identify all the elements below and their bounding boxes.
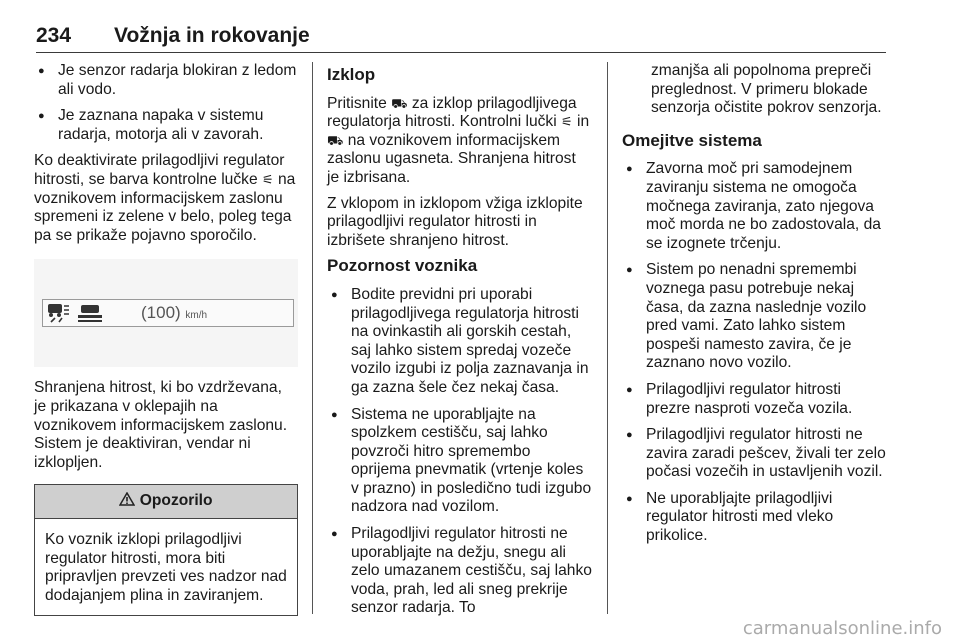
cruise-control-icon: ⚟ <box>561 114 573 130</box>
deactivation-paragraph <box>34 152 298 245</box>
warning-title: Opozorilo <box>139 492 213 510</box>
list-item: ● Sistema ne uporabljajte na spolzkem cestišču, saj lahko povzroči hitro spremembo oprijema pnevmatik (vrtenje koles v prazno) in posledično tudi izgubo nadzora nad vozilom. <box>327 406 592 518</box>
speed-unit: km/h <box>185 310 208 322</box>
stored-speed-paragraph: Shranjena hitrost, ki bo vzdrževana, je prikazana v oklepajih na voznikovem informacijskem zaslonu. Sistem je deaktiviran, vendar ni izklopljen. <box>34 379 288 471</box>
column-left <box>34 62 298 616</box>
section-heading-izklop: Izklop <box>327 65 376 84</box>
list-item: ● Prilagodljivi regulator hitrosti prezre nasproti vozeča vozila. <box>622 381 888 418</box>
ignition-paragraph: Z vklopom in izklopom vžiga izklopite prilagodljivi regulator hitrosti in izbrišete shranjeno hitrost. <box>327 194 583 249</box>
deactivation-conditions-list <box>34 62 298 144</box>
cruise-off-icon: ⛟ <box>327 132 344 148</box>
warning-header <box>35 485 297 519</box>
adaptive-cruise-icon <box>47 302 73 328</box>
continuation-paragraph: zmanjša ali popolnoma prepreči preglednost. V primeru blokade senzorja očistite pokrov senzorja. <box>651 62 882 117</box>
vehicle-ahead-icon <box>77 300 103 328</box>
paragraph-text: in <box>577 113 590 131</box>
paragraph-text: Ko deaktivirate prilagodljivi regulator hitrosti, se barva kontrolne lučke <box>34 152 285 188</box>
section-heading-omejitve: Omejitve sistema <box>622 130 762 150</box>
system-limits-list <box>622 160 888 545</box>
display-illustration <box>34 259 298 367</box>
paragraph-text: Pritisnite <box>327 94 387 112</box>
driver-info-display <box>42 299 294 327</box>
chapter-title: Vožnja in rokovanje <box>114 24 310 47</box>
paragraph-text: na voznikovem informacijskem zaslonu ugasneta. Shranjena hitrost je izbrisana. <box>327 131 576 186</box>
list-item: ● Bodite previdni pri uporabi prilagodljivega regulatorja hitrosti na ovinkastih ali gorskih cestah, saj lahko sistem spredaj vozeče vozilo izgubi iz polja zaznavanja in ga zazna šele čez nekaj časa. <box>327 286 592 398</box>
list-item: ● Zavorna moč pri samodejnem zaviranju sistema ne omogoča močnega zaviranja, zato njegova moč morda ne bo zadostovala, da se izognete trčenju. <box>622 160 888 253</box>
list-item: ● Je senzor radarja blokiran z ledom ali vodo. <box>34 62 298 99</box>
paragraph-text: na voznikovem informacijskem zaslonu spremeni iz zelene v belo, poleg tega pa se prikaže pojavno sporočilo. <box>34 170 296 244</box>
list-item: ● Sistem po nenadni spremembi voznega pasu potrebuje nekaj časa, da zazna naslednje vozilo pred vami. Zato lahko sistem pospeši namesto zavira, če je zaznano novo vozilo. <box>622 261 888 373</box>
column-divider <box>607 62 608 614</box>
list-item: ● Ne uporabljajte prilagodljivi regulator hitrosti med vleko prikolice. <box>622 490 888 546</box>
column-middle <box>327 62 592 626</box>
cruise-off-icon: ⛟ <box>391 95 408 111</box>
driver-attention-list <box>327 286 592 618</box>
set-speed-readout <box>141 304 207 326</box>
watermark: carmanualsonline.info <box>742 618 942 639</box>
warning-triangle-icon <box>119 492 139 509</box>
cruise-control-icon: ⚟ <box>261 171 274 187</box>
list-item: ● Je zaznana napaka v sistemu radarja, motorja ali v zavorah. <box>34 107 298 144</box>
page-header <box>36 18 886 53</box>
section-heading-pozornost: Pozornost voznika <box>327 256 478 276</box>
column-divider <box>312 62 313 614</box>
izklop-paragraph <box>327 95 592 188</box>
warning-text: Ko voznik izklopi prilagodljivi regulator hitrosti, mora biti pripravljen prevzeti ves nadzor nad dodajanjem plina in zaviranjem. <box>45 530 287 604</box>
speed-value: (100) <box>141 303 181 323</box>
list-item: ● Prilagodljivi regulator hitrosti ne uporabljajte na dežju, snegu ali zelo umazanem cestišču, saj lahko voda, prah, led ali sneg prekrije senzor radarja. To <box>327 525 592 618</box>
column-right <box>622 62 888 554</box>
warning-box <box>34 484 298 616</box>
paragraph-text: za izklop prilagodljivega regulatorja hitrosti. Kontrolni lučki <box>327 94 577 131</box>
page-number: 234 <box>36 24 72 47</box>
list-item: ● Prilagodljivi regulator hitrosti ne zavira zaradi pešcev, živali ter zelo počasi vozečih in ustavljenih vozil. <box>622 426 888 482</box>
